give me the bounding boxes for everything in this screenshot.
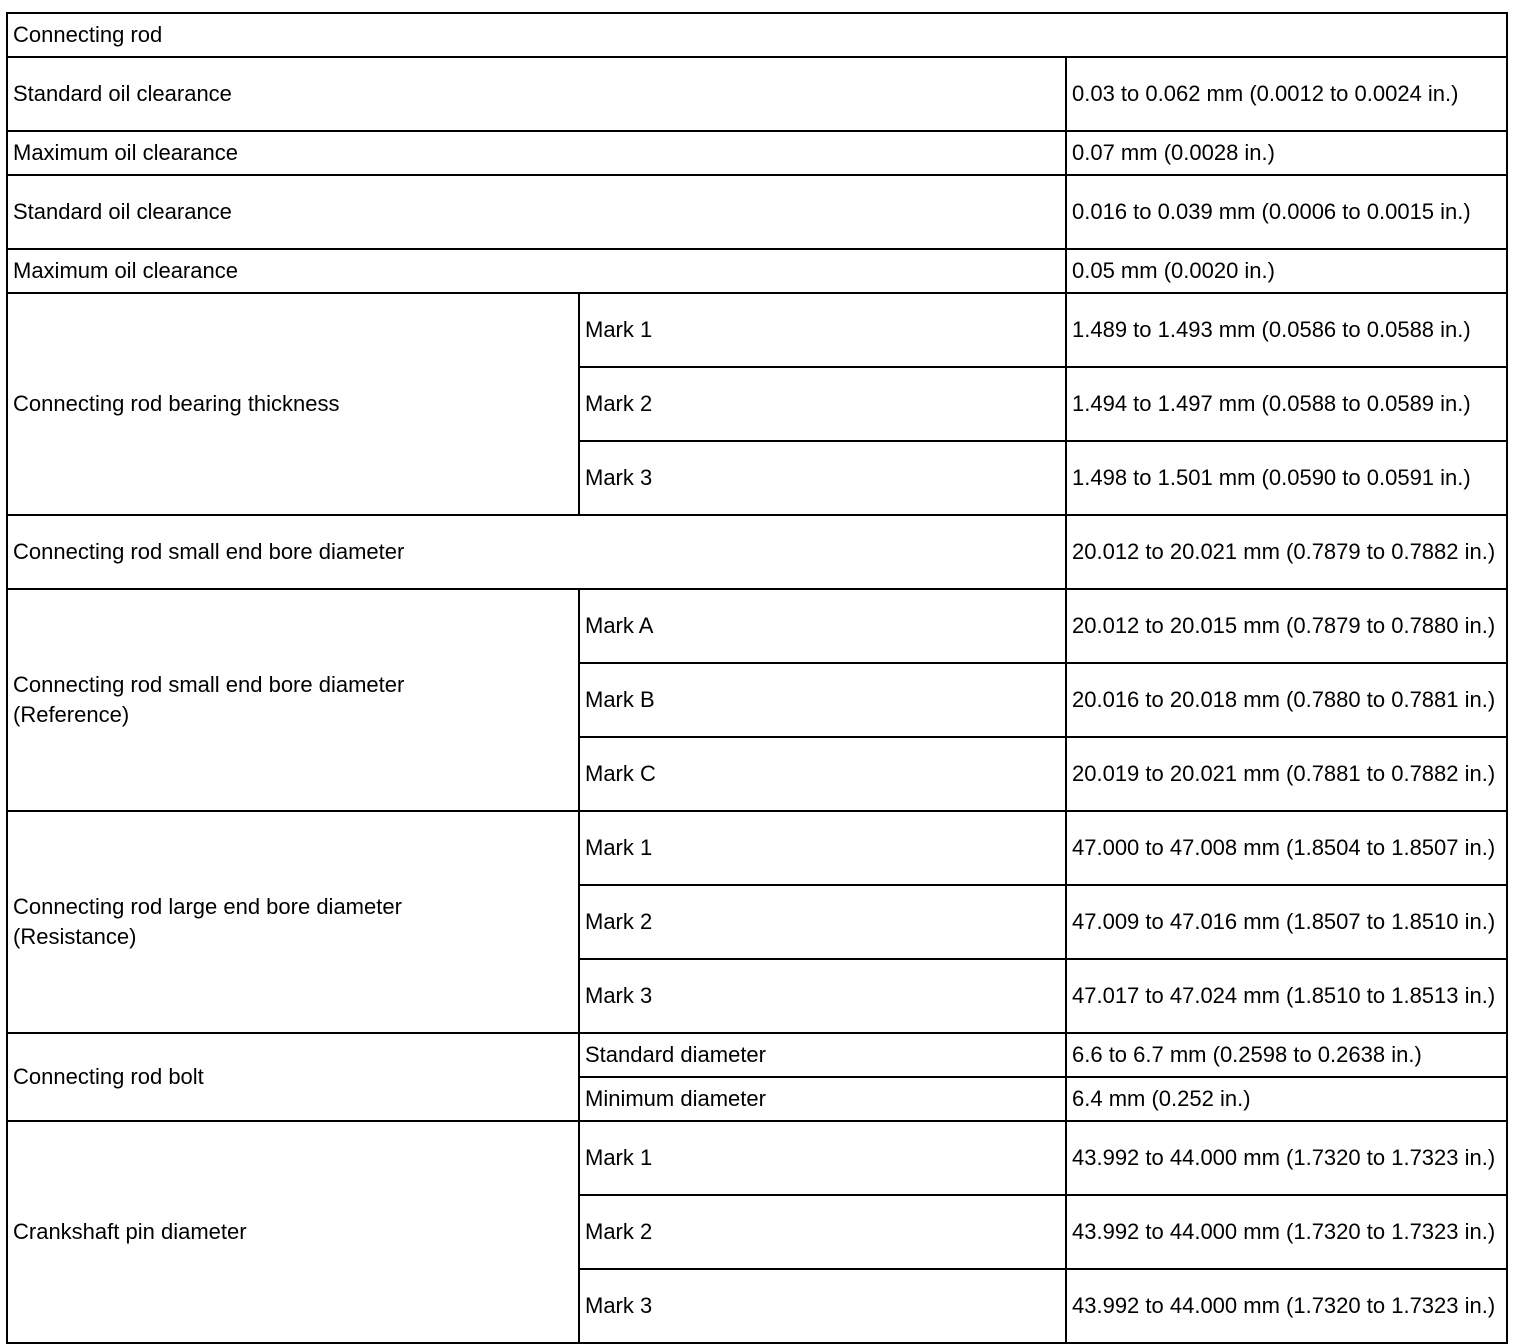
mark-label: Mark B	[579, 663, 1066, 737]
spec-value: 0.07 mm (0.0028 in.)	[1066, 131, 1507, 175]
spec-label: Maximum oil clearance	[7, 249, 1066, 293]
table-row	[7, 249, 1507, 293]
table-row	[7, 811, 1507, 885]
mark-label: Mark 2	[579, 367, 1066, 441]
table-row	[7, 131, 1507, 175]
mark-label: Mark C	[579, 737, 1066, 811]
spec-label: Standard oil clearance	[7, 57, 1066, 131]
table-row	[7, 1121, 1507, 1195]
mark-label: Mark 1	[579, 811, 1066, 885]
spec-value: 0.05 mm (0.0020 in.)	[1066, 249, 1507, 293]
spec-value: 0.016 to 0.039 mm (0.0006 to 0.0015 in.)	[1066, 175, 1507, 249]
mark-label: Mark 3	[579, 1269, 1066, 1343]
table-row	[7, 293, 1507, 367]
spec-label: Maximum oil clearance	[7, 131, 1066, 175]
spec-value: 47.017 to 47.024 mm (1.8510 to 1.8513 in.)	[1066, 959, 1507, 1033]
spec-value: 43.992 to 44.000 mm (1.7320 to 1.7323 in.)	[1066, 1195, 1507, 1269]
spec-table	[6, 12, 1508, 1344]
table-row	[7, 1033, 1507, 1077]
table-row	[7, 57, 1507, 131]
mark-label: Mark A	[579, 589, 1066, 663]
spec-value: 47.009 to 47.016 mm (1.8507 to 1.8510 in.)	[1066, 885, 1507, 959]
spec-value: 20.019 to 20.021 mm (0.7881 to 0.7882 in.)	[1066, 737, 1507, 811]
spec-label: Connecting rod large end bore diameter (Resistance)	[7, 811, 579, 1033]
spec-value: 20.016 to 20.018 mm (0.7880 to 0.7881 in.)	[1066, 663, 1507, 737]
table-title: Connecting rod	[7, 13, 1507, 57]
spec-label: Connecting rod bearing thickness	[7, 293, 579, 515]
spec-value: 43.992 to 44.000 mm (1.7320 to 1.7323 in.)	[1066, 1269, 1507, 1343]
item-label: Minimum diameter	[579, 1077, 1066, 1121]
spec-label: Connecting rod small end bore diameter (Reference)	[7, 589, 579, 811]
spec-value: 43.992 to 44.000 mm (1.7320 to 1.7323 in.)	[1066, 1121, 1507, 1195]
spec-label: Connecting rod small end bore diameter	[7, 515, 1066, 589]
table-row	[7, 515, 1507, 589]
spec-value: 1.489 to 1.493 mm (0.0586 to 0.0588 in.)	[1066, 293, 1507, 367]
spec-value: 6.6 to 6.7 mm (0.2598 to 0.2638 in.)	[1066, 1033, 1507, 1077]
item-label: Standard diameter	[579, 1033, 1066, 1077]
mark-label: Mark 3	[579, 959, 1066, 1033]
spec-value: 1.498 to 1.501 mm (0.0590 to 0.0591 in.)	[1066, 441, 1507, 515]
spec-value: 0.03 to 0.062 mm (0.0012 to 0.0024 in.)	[1066, 57, 1507, 131]
spec-label: Crankshaft pin diameter	[7, 1121, 579, 1343]
spec-value: 47.000 to 47.008 mm (1.8504 to 1.8507 in.)	[1066, 811, 1507, 885]
table-row	[7, 175, 1507, 249]
mark-label: Mark 2	[579, 1195, 1066, 1269]
spec-value: 6.4 mm (0.252 in.)	[1066, 1077, 1507, 1121]
mark-label: Mark 3	[579, 441, 1066, 515]
spec-value: 1.494 to 1.497 mm (0.0588 to 0.0589 in.)	[1066, 367, 1507, 441]
mark-label: Mark 2	[579, 885, 1066, 959]
mark-label: Mark 1	[579, 293, 1066, 367]
table-row	[7, 13, 1507, 57]
spec-label: Connecting rod bolt	[7, 1033, 579, 1121]
spec-value: 20.012 to 20.015 mm (0.7879 to 0.7880 in.)	[1066, 589, 1507, 663]
spec-value: 20.012 to 20.021 mm (0.7879 to 0.7882 in.)	[1066, 515, 1507, 589]
mark-label: Mark 1	[579, 1121, 1066, 1195]
spec-label: Standard oil clearance	[7, 175, 1066, 249]
table-row	[7, 589, 1507, 663]
